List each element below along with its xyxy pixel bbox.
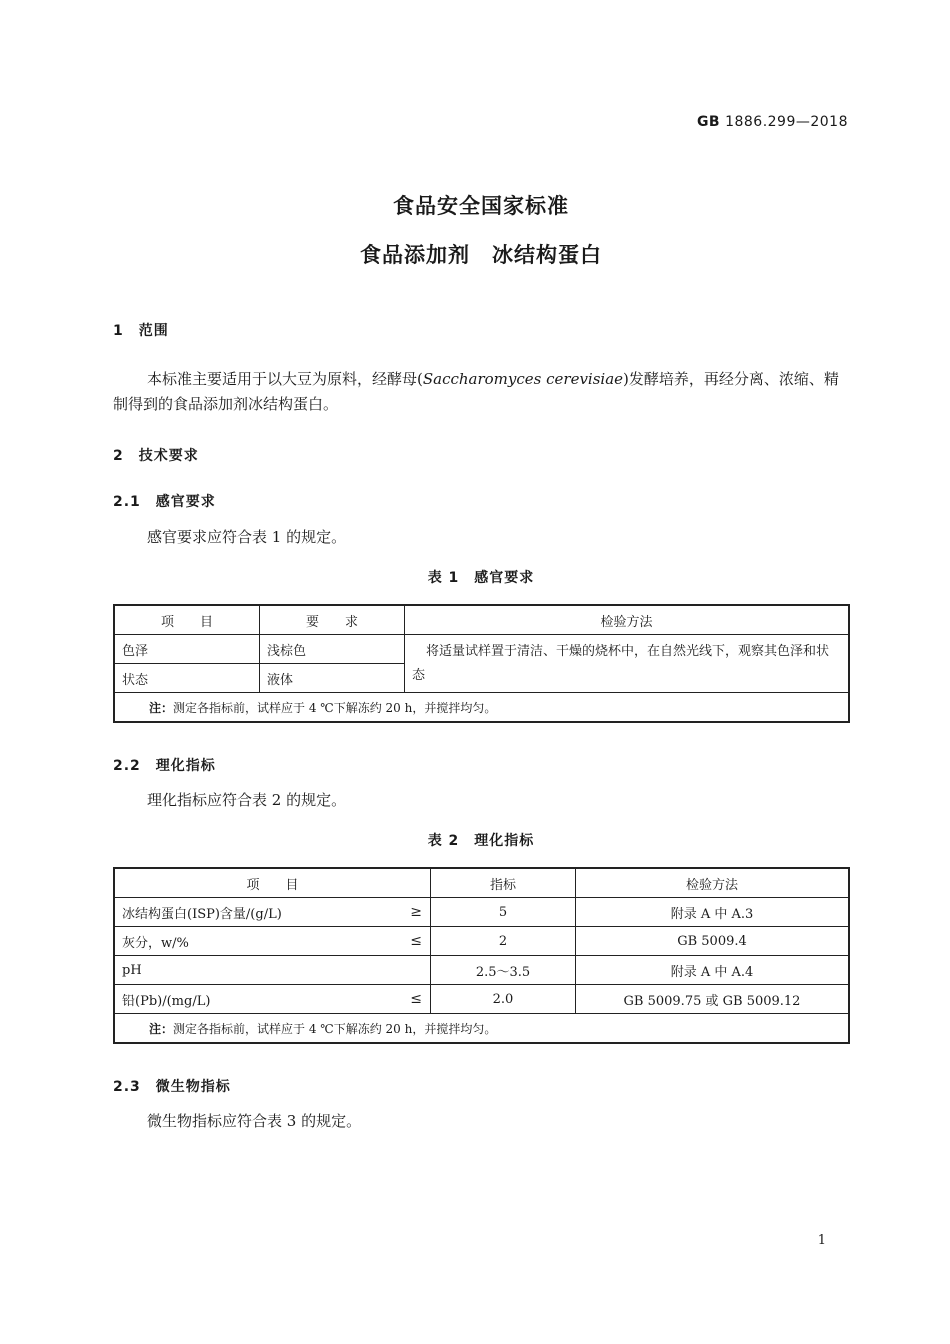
table-cell-item xyxy=(114,898,431,927)
table-2-caption: 表 2 理化指标 xyxy=(427,833,535,849)
method-text: 将适量试样置于清洁、干燥的烧杯中，在自然光线下，观察其色泽和状态 xyxy=(412,643,830,683)
table-row xyxy=(114,956,849,985)
standard-prefix: GB xyxy=(696,114,721,130)
section-2-1-heading: 2.1 感官要求 xyxy=(113,494,216,510)
item-name: 铅(Pb)/(mg/L) xyxy=(122,993,211,1009)
comparison-symbol: ≤ xyxy=(410,933,422,949)
section-1-paragraph xyxy=(113,367,850,417)
scope-text-b: )发酵培养，再经分离、浓缩、精制得到的食品添加剂冰结构蛋白。 xyxy=(113,370,839,413)
table-cell-item: 色泽 xyxy=(114,635,260,664)
table-cell-value: 5 xyxy=(431,898,576,927)
table-row xyxy=(114,605,849,635)
document-title: 食品安全国家标准 xyxy=(393,194,569,218)
page-number: 1 xyxy=(817,1233,826,1248)
table-cell-requirement: 浅棕色 xyxy=(260,635,405,664)
table-note-text: 测定各指标前，试样应于 4 ℃下解冻约 20 h，并搅拌均匀。 xyxy=(173,1021,497,1036)
table-cell-method: 附录 A 中 A.4 xyxy=(576,956,850,985)
table-note xyxy=(114,693,849,723)
table-cell-item: 状态 xyxy=(114,664,260,693)
table-cell-item xyxy=(114,956,431,985)
table-row xyxy=(114,985,849,1014)
table-cell-method: 附录 A 中 A.3 xyxy=(576,898,850,927)
section-2-1-text: 感官要求应符合表 1 的规定。 xyxy=(147,528,347,546)
section-2-2-heading: 2.2 理化指标 xyxy=(113,758,216,774)
table-cell-item xyxy=(114,927,431,956)
item-name: 灰分，w/% xyxy=(122,935,189,951)
table-header-method: 检验方法 xyxy=(405,605,850,635)
section-2-2-text: 理化指标应符合表 2 的规定。 xyxy=(147,791,347,809)
section-2-3-text: 微生物指标应符合表 3 的规定。 xyxy=(147,1112,362,1130)
table-header-item: 项 目 xyxy=(114,605,260,635)
table-cell-method: GB 5009.4 xyxy=(576,927,850,956)
standard-number: 1886.299—2018 xyxy=(725,114,848,130)
section-2-1-paragraph xyxy=(113,525,850,550)
table-row xyxy=(114,898,849,927)
comparison-symbol: ≥ xyxy=(410,904,422,920)
standard-code xyxy=(697,114,848,130)
item-name: pH xyxy=(122,962,142,978)
scope-species-name: Saccharomyces cerevisiae xyxy=(422,370,624,388)
section-2-3-paragraph xyxy=(113,1109,850,1134)
section-2-3-heading: 2.3 微生物指标 xyxy=(113,1079,231,1095)
table-header-method: 检验方法 xyxy=(576,868,850,898)
table-cell-value: 2 xyxy=(431,927,576,956)
table-header-indicator: 指标 xyxy=(431,868,576,898)
table-note-label: 注： xyxy=(149,1021,174,1036)
table-cell-value: 2.0 xyxy=(431,985,576,1014)
table-row xyxy=(114,927,849,956)
table-note xyxy=(114,1014,849,1044)
table-header-requirement: 要 求 xyxy=(260,605,405,635)
table-note-text: 测定各指标前，试样应于 4 ℃下解冻约 20 h，并搅拌均匀。 xyxy=(173,700,497,715)
document-subtitle: 食品添加剂 冰结构蛋白 xyxy=(360,243,602,267)
table-cell-item xyxy=(114,985,431,1014)
table-cell-requirement: 液体 xyxy=(260,664,405,693)
table-cell-method: GB 5009.75 或 GB 5009.12 xyxy=(576,985,850,1014)
comparison-symbol: ≤ xyxy=(410,991,422,1007)
table-2 xyxy=(113,867,850,1044)
table-1-caption: 表 1 感官要求 xyxy=(427,570,535,586)
table-cell-method xyxy=(405,635,850,693)
section-2-heading: 2 技术要求 xyxy=(113,448,199,464)
table-note-row xyxy=(114,1014,849,1044)
section-2-2-paragraph xyxy=(113,788,850,813)
table-1 xyxy=(113,604,850,723)
table-row xyxy=(114,635,849,664)
scope-text-a: 本标准主要适用于以大豆为原料，经酵母( xyxy=(147,370,423,388)
table-note-row xyxy=(114,693,849,723)
table-cell-value: 2.5～3.5 xyxy=(431,956,576,985)
item-name: 冰结构蛋白(ISP)含量/(g/L) xyxy=(122,906,282,922)
section-1-heading: 1 范围 xyxy=(113,323,169,339)
table-row xyxy=(114,868,849,898)
table-header-item: 项 目 xyxy=(114,868,431,898)
table-note-label: 注： xyxy=(149,700,174,715)
